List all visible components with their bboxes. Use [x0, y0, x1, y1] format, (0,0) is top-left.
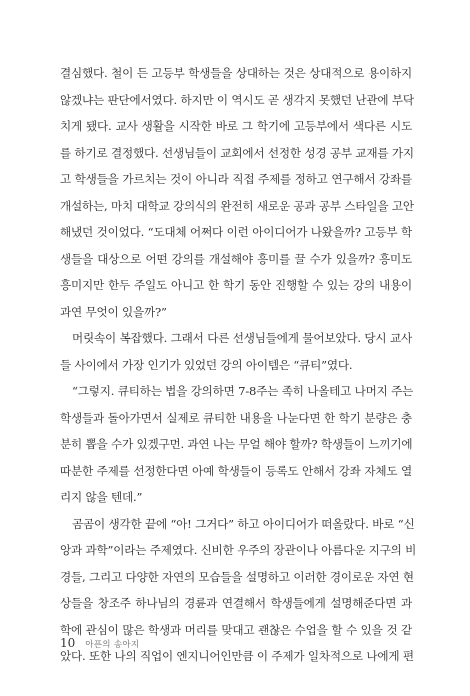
text-line: 분히 뽑을 수가 있겠구먼. 과연 나는 무얼 해야 할까? 학생들이 느끼기에 [60, 437, 413, 451]
running-title: 아픈의 송아지 [85, 640, 140, 650]
text-line: 앙과 과학”이라는 주제였다. 신비한 우주의 장관이나 아름다운 지구의 비 [60, 543, 417, 557]
text-line: 결심했다. 철이 든 고등부 학생들을 상대하는 것은 상대적으로 용이하지 [60, 66, 412, 80]
text-line: “그렇지. 큐티하는 법을 강의하면 7-8주는 족히 나올테고 나머지 주는 [72, 384, 414, 398]
paragraph [60, 60, 412, 325]
text-line: 않겠냐는 판단에서였다. 하지만 이 역시도 곧 생각지 못했던 난관에 부닥 [60, 92, 414, 107]
page-number: 10 [60, 636, 76, 650]
text-line: 리지 않을 텐데.” [60, 490, 143, 504]
text-line: 고 학생들을 가르치는 것이 아니라 직접 주제를 정하고 연구해서 강좌를 [60, 172, 412, 186]
text-line: 따분한 주제를 선정한다면 아예 학생들이 등록도 안해서 강좌 자체도 열 [60, 463, 412, 478]
text-line: 해냈던 것이었다. “도대체 어쩌다 이런 아이디어가 나왔을까? 고등부 학 [60, 225, 412, 239]
text-line: 았다. 또한 나의 직업이 엔지니어인만큼 이 주제가 일차적으로 나에게 편 [60, 649, 414, 663]
text-line: 과연 무엇이 있을까?” [60, 304, 167, 319]
text-line: 머릿속이 복잡했다. 그래서 다른 선생님들에게 물어보았다. 당시 교사 [72, 331, 412, 345]
text-line: 들 사이에서 가장 인기가 있었던 강의 아이템은 “큐티”였다. [60, 357, 353, 372]
text-line: 학생들과 돌아가면서 실제로 큐티한 내용을 나눈다면 한 학기 분량은 충 [60, 410, 412, 425]
paragraph [60, 378, 412, 511]
text-line: 학에 관심이 많은 학생과 머리를 맞대고 괜찮은 수업을 할 수 있을 것 같 [60, 622, 412, 637]
paragraph [60, 325, 412, 378]
body-text [60, 60, 417, 670]
text-line: 곰곰이 생각한 끝에 “아! 그거다” 하고 아이디어가 떠올랐다. 바로 “신 [72, 516, 415, 531]
text-line: 치게 됐다. 교사 생활을 시작한 바로 그 학기에 고등부에서 색다른 시도 [60, 119, 412, 133]
text-line: 상들을 창조주 하나님의 경륜과 연결해서 학생들에게 설명해준다면 과 [60, 596, 412, 610]
text-line: 생들을 대상으로 어떤 강의를 개설해야 흥미를 끌 수가 있을까? 흥미도 [60, 251, 412, 266]
text-line: 개설하는, 마치 대학교 강의식의 완전히 새로운 공과 공부 스타일을 고안 [60, 198, 414, 213]
text-line: 흥미지만 한두 주일도 아니고 한 학기 동안 진행할 수 있는 강의 내용이 [60, 278, 412, 292]
text-line: 경들, 그리고 다양한 자연의 모습들을 설명하고 이러한 경이로운 자연 현 [60, 569, 414, 584]
text-line: 를 하기로 결정했다. 선생님들이 교회에서 선정한 성경 공부 교재를 가지 [60, 145, 414, 160]
page-footer [60, 636, 139, 650]
